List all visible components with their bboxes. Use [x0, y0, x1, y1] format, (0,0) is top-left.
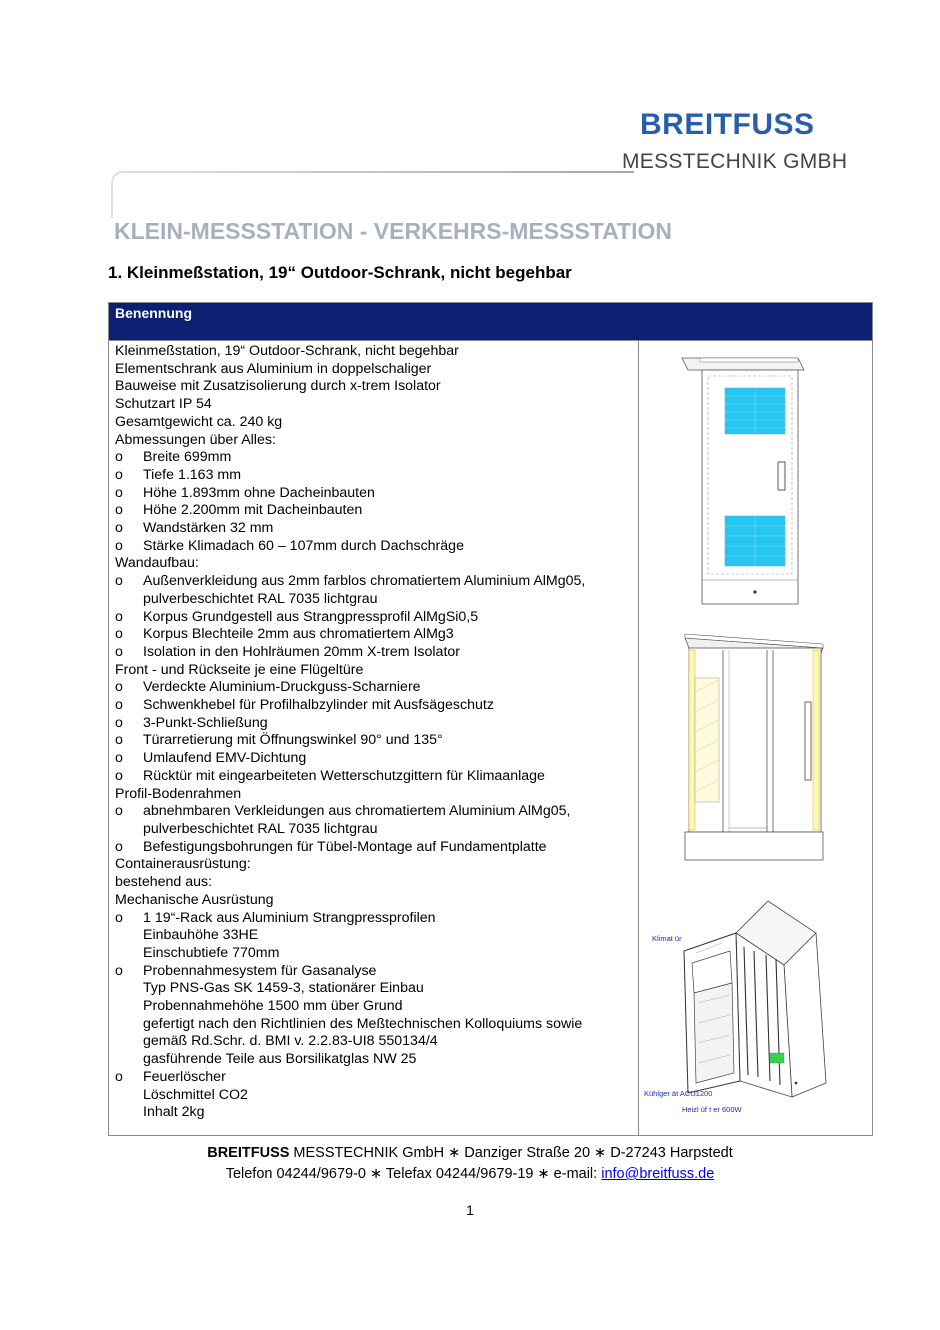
row-divider — [109, 340, 872, 341]
spec-bullet: o Korpus Blechteile 2mm aus chromatiertem AlMg3 — [115, 626, 635, 644]
spec-continuation: Einbauhöhe 33HE — [143, 927, 259, 944]
spec-line: bestehend aus: — [115, 874, 213, 891]
spec-bullet: o Probennahmesystem für Gasanalyse — [115, 963, 635, 981]
spec-line: Elementschrank aus Aluminium in doppelschaliger — [115, 360, 432, 377]
spec-continuation: Probennahmehöhe 1500 mm über Grund — [143, 998, 403, 1015]
spec-bullet: o Umlaufend EMV-Dichtung — [115, 750, 635, 768]
spec-continuation: Einschubtiefe 770mm — [143, 944, 280, 961]
cabinet-cutaway-view-drawing — [683, 632, 828, 864]
spec-bullet: o 3-Punkt-Schließung — [115, 715, 635, 733]
spec-line: Wandaufbau: — [115, 555, 199, 572]
spec-bullet: o Verdeckte Aluminium-Druckguss-Scharniere — [115, 679, 635, 697]
footer-email-link[interactable]: info@breitfuss.de — [601, 1166, 715, 1182]
spec-bullet: o Türarretierung mit Öffnungswinkel 90° und 135° — [115, 732, 635, 750]
spec-bullet: o Außenverkleidung aus 2mm farblos chromatiertem Aluminium AlMg05, — [115, 573, 635, 591]
footer-phone-fax: Telefon 04244/9679-0 ∗ Telefax 04244/9679-19 ∗ e-mail: — [225, 1166, 602, 1182]
spec-bullet: o Schwenkhebel für Profilhalbzylinder mit Ausfsägeschutz — [115, 697, 635, 715]
column-divider — [638, 340, 639, 1135]
spec-line: Bauweise mit Zusatzisolierung durch x-trem Isolator — [115, 378, 441, 395]
spec-line: Front - und Rückseite je eine Flügeltüre — [115, 661, 364, 678]
spec-continuation: Inhalt 2kg — [143, 1104, 205, 1121]
footer-address — [0, 1145, 940, 1161]
spec-continuation: Typ PNS-Gas SK 1459-3, stationärer Einbau — [143, 980, 424, 997]
figure-label-heizluefter: Heizl üf t er 600W — [682, 1105, 742, 1114]
spec-bullet: o Isolation in den Hohlräumen 20mm X-trem Isolator — [115, 644, 635, 662]
spec-continuation: pulverbeschichtet RAL 7035 lichtgrau — [143, 820, 378, 837]
document-title: KLEIN-MESSSTATION - VERKEHRS-MESSSTATION — [114, 218, 672, 244]
page-number: 1 — [466, 1202, 474, 1218]
spec-bullet: o Feuerlöscher — [115, 1069, 635, 1087]
spec-bullet: o Höhe 1.893mm ohne Dacheinbauten — [115, 485, 635, 503]
spec-continuation: gasführende Teile aus Borsilikatglas NW 25 — [143, 1051, 417, 1068]
spec-line: Schutzart IP 54 — [115, 396, 212, 413]
spec-line: Abmessungen über Alles: — [115, 431, 276, 448]
specification-text — [115, 343, 635, 1122]
spec-bullet: o Rücktür mit eingearbeiteten Wetterschutzgittern für Klimaanlage — [115, 768, 635, 786]
spec-line: Profil-Bodenrahmen — [115, 785, 242, 802]
spec-line: Containerausrüstung: — [115, 856, 251, 873]
spec-bullet: o Breite 699mm — [115, 449, 635, 467]
spec-bullet: o Korpus Grundgestell aus Strangpressprofil AlMgSi0,5 — [115, 609, 635, 627]
spec-bullet: o 1 19“-Rack aus Aluminium Strangpressprofilen — [115, 910, 635, 928]
cabinet-open-perspective-drawing — [640, 893, 835, 1123]
footer-contact — [0, 1166, 940, 1182]
spec-line: Kleinmeßstation, 19“ Outdoor-Schrank, nicht begehbar — [115, 343, 459, 359]
spec-bullet: o Tiefe 1.163 mm — [115, 467, 635, 485]
spec-bullet: o Stärke Klimadach 60 – 107mm durch Dachschräge — [115, 538, 635, 556]
figure-label-kuehlgeraet: Kühlger ät ACU1200 — [644, 1089, 713, 1098]
spec-line: Mechanische Ausrüstung — [115, 891, 274, 908]
cabinet-front-view-drawing — [680, 356, 810, 608]
spec-line: Gesamtgewicht ca. 240 kg — [115, 413, 283, 430]
spec-bullet: o Wandstärken 32 mm — [115, 520, 635, 538]
spec-continuation: gefertigt nach den Richtlinien des Meßtechnischen Kolloquiums sowie — [143, 1015, 583, 1032]
table-header-label: Benennung — [115, 305, 192, 321]
spec-continuation: pulverbeschichtet RAL 7035 lichtgrau — [143, 590, 378, 607]
spec-bullet: o Befestigungsbohrungen für Tübel-Montage auf Fundamentplatte — [115, 839, 635, 857]
footer-company-name: BREITFUSS — [207, 1145, 290, 1161]
spec-bullet: o abnehmbaren Verkleidungen aus chromatiertem Aluminium AlMg05, — [115, 803, 635, 821]
table-header — [109, 303, 872, 340]
figure-label-klimageraet: Klimat ür — [652, 934, 682, 943]
spec-bullet: o Höhe 2.200mm mit Dacheinbauten — [115, 502, 635, 520]
company-logo: BREITFUSS — [640, 108, 815, 141]
spec-continuation: gemäß Rd.Schr. d. BMI v. 2.2.83-UI8 550134/4 — [143, 1033, 438, 1050]
company-logo-subtitle: MESSTECHNIK GMBH — [622, 150, 848, 173]
footer-address-text: MESSTECHNIK GmbH ∗ Danziger Straße 20 ∗ D-27243 Harpstedt — [289, 1145, 733, 1161]
header-decoration-line — [108, 170, 868, 220]
spec-continuation: Löschmittel CO2 — [143, 1086, 248, 1103]
section-heading: 1. Kleinmeßstation, 19“ Outdoor-Schrank, nicht begehbar — [108, 263, 572, 282]
